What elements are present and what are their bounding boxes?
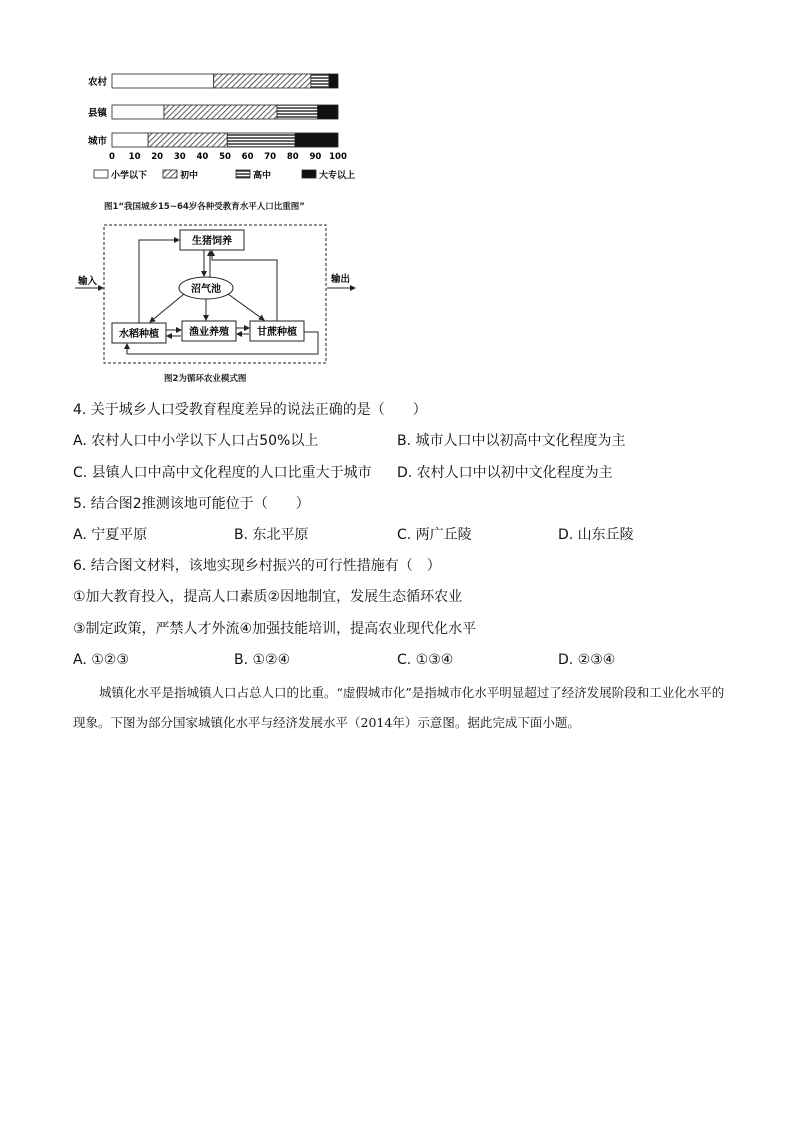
q6-option-b[interactable]: B. ①②④ [234, 652, 291, 668]
bar-segment [148, 133, 227, 147]
bar-segment [277, 105, 318, 119]
x-tick-label: 50 [219, 152, 231, 162]
x-tick-label: 80 [286, 152, 299, 162]
input-label: 输入 [78, 276, 98, 287]
legend-label: 初中 [180, 171, 199, 181]
x-tick-label: 100 [329, 152, 347, 162]
bar-segment [295, 133, 338, 147]
bar-segment [164, 105, 277, 119]
q6-option-c[interactable]: C. ①③④ [397, 652, 454, 668]
biogas-node: 沼气池 [191, 284, 221, 295]
question-4-stem: 4. 关于城乡人口受教育程度差异的说法正确的是（ ） [73, 402, 427, 418]
x-tick-label: 30 [173, 152, 186, 162]
fish-node: 渔业养殖 [189, 327, 229, 338]
q4-option-d[interactable]: D. 农村人口中以初中文化程度为主 [397, 465, 613, 481]
legend-label: 高中 [253, 171, 272, 181]
legend-swatch [94, 170, 108, 178]
x-tick-label: 60 [241, 152, 254, 162]
passage-body: 城镇化水平是指城镇人口占总人口的比重。“虚假城市化”是指城市化水平明显超过了经济发展阶段和工业化水平的现象。下图为部分国家城镇化水平与经济发展水平（2014年）示意图。据此完成下面小题。 [73, 685, 725, 730]
bar-segment [227, 133, 295, 147]
question-6-stem: 6. 结合图文材料，该地实现乡村振兴的可行性措施有（ ） [73, 558, 441, 574]
bar-segment [214, 74, 311, 88]
q5-option-d[interactable]: D. 山东丘陵 [558, 527, 634, 543]
q6-option-a[interactable]: A. ①②③ [73, 652, 129, 668]
bar-segment [329, 74, 338, 88]
x-tick-label: 70 [264, 152, 277, 162]
category-label: 城市 [88, 136, 108, 147]
q4-option-a[interactable]: A. 农村人口中小学以下人口占50%以上 [73, 433, 319, 449]
q5-option-a[interactable]: A. 宁夏平原 [73, 527, 148, 543]
legend-swatch [236, 170, 250, 178]
circular-agriculture-diagram [72, 222, 362, 387]
legend-label: 小学以下 [111, 171, 148, 181]
education-chart [70, 62, 370, 222]
passage-text [73, 678, 729, 738]
x-tick-label: 40 [196, 152, 209, 162]
q5-option-c[interactable]: C. 两广丘陵 [397, 527, 472, 543]
bar-segment [311, 74, 329, 88]
category-label: 县镇 [88, 108, 108, 119]
rice-node: 水稻种植 [119, 329, 159, 340]
pig-node: 生猪饲养 [192, 236, 232, 247]
figure1-caption: 图1“我国城乡15~64岁各种受教育水平人口比重图” [104, 202, 305, 212]
bar-segment [112, 74, 214, 88]
q4-option-b[interactable]: B. 城市人口中以初高中文化程度为主 [397, 433, 626, 449]
q6-statement-1: ①加大教育投入，提高人口素质②因地制宜，发展生态循环农业 [73, 589, 463, 605]
x-tick-label: 90 [309, 152, 322, 162]
legend-swatch [163, 170, 177, 178]
bar-segment [112, 105, 164, 119]
bar-segment [318, 105, 338, 119]
legend-label: 大专以上 [319, 171, 356, 181]
q5-option-b[interactable]: B. 东北平原 [234, 527, 309, 543]
q6-statement-2: ③制定政策，严禁人才外流④加强技能培训，提高农业现代化水平 [73, 621, 477, 637]
legend-swatch [302, 170, 316, 178]
question-5-stem: 5. 结合图2推测该地可能位于（ ） [73, 496, 310, 512]
output-label: 输出 [331, 274, 351, 285]
bar-segment [112, 133, 148, 147]
q6-option-d[interactable]: D. ②③④ [558, 652, 616, 668]
figure2-caption: 图2为循环农业模式图 [164, 374, 247, 384]
x-tick-label: 20 [151, 152, 164, 162]
x-tick-label: 10 [128, 152, 141, 162]
category-label: 农村 [88, 77, 108, 88]
x-tick-label: 0 [109, 152, 115, 162]
sugar-node: 甘蔗种植 [257, 327, 297, 338]
q4-option-c[interactable]: C. 县镇人口中高中文化程度的人口比重大于城市 [73, 465, 372, 481]
